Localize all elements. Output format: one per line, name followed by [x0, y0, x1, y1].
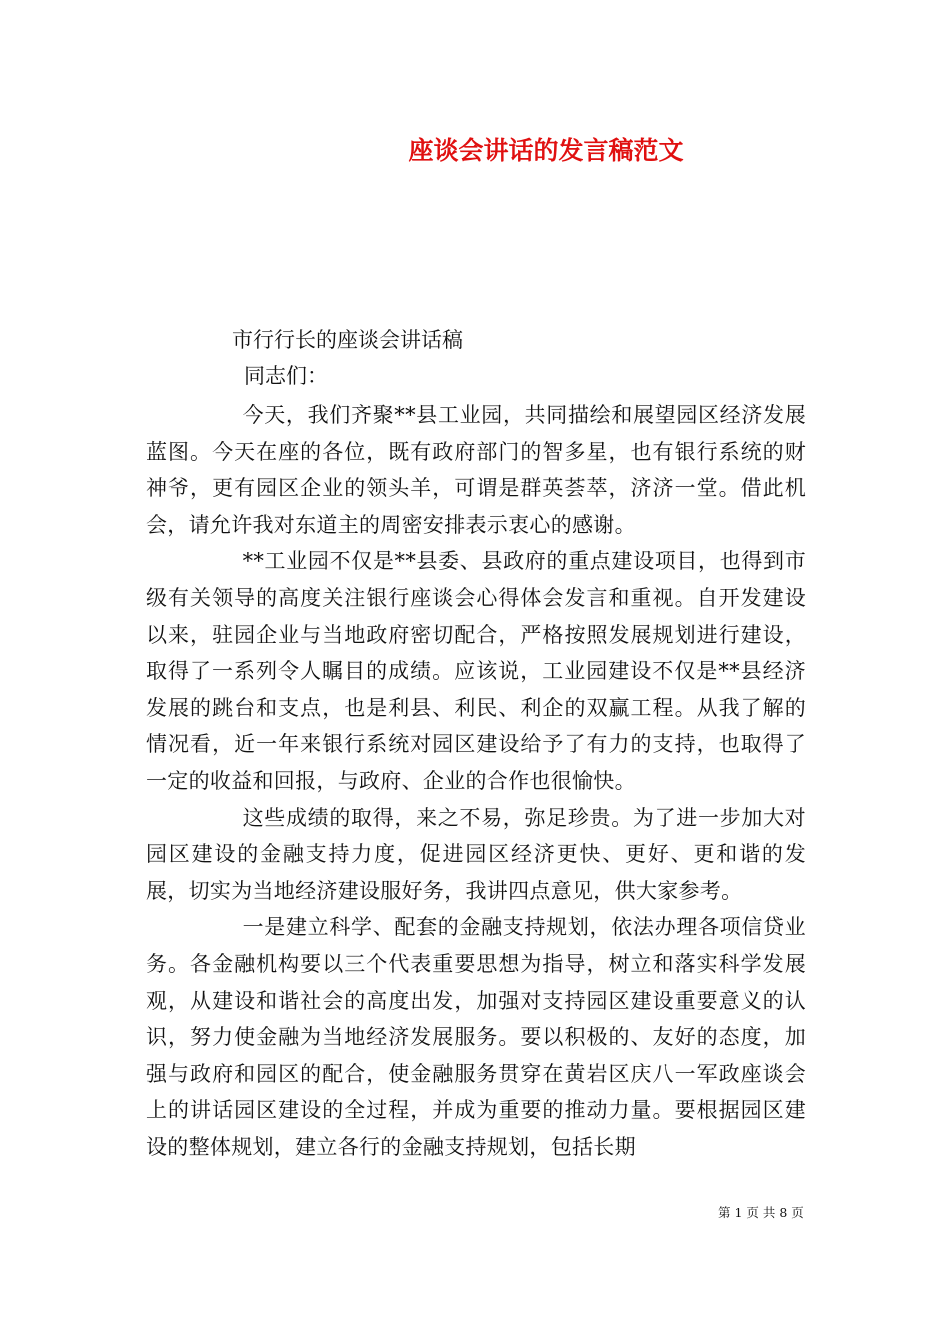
document-body	[146, 397, 806, 1165]
document-title: 座谈会讲话的发言稿范文	[408, 136, 684, 165]
body-paragraph: 今天，我们齐聚**县工业园，共同描绘和展望园区经济发展蓝图。今天在座的各位，既有政府部门的智多星，也有银行系统的财神爷，更有园区企业的领头羊，可谓是群英荟萃，济济一堂。借此机会，请允许我对东道主的周密安排表示衷心的感谢。	[146, 403, 806, 537]
speech-heading: 市行行长的座谈会讲话稿	[232, 328, 463, 352]
salutation: 同志们：	[244, 364, 328, 388]
body-paragraph: 一是建立科学、配套的金融支持规划，依法办理各项信贷业务。各金融机构要以三个代表重要思想为指导，树立和落实科学发展观，从建设和谐社会的高度出发，加强对支持园区建设重要意义的认识，努力使金融为当地经济发展服务。要以积极的、友好的态度，加强与政府和园区的配合，使金融服务贯穿在黄岩区庆八一军政座谈会上的讲话园区建设的全过程，并成为重要的推动力量。要根据园区建设的整体规划，建立各行的金融支持规划，包括长期	[146, 915, 806, 1159]
body-paragraph: 这些成绩的取得，来之不易，弥足珍贵。为了进一步加大对园区建设的金融支持力度，促进园区经济更快、更好、更和谐的发展，切实为当地经济建设服好务，我讲四点意见，供大家参考。	[146, 805, 806, 903]
body-paragraph: **工业园不仅是**县委、县政府的重点建设项目，也得到市级有关领导的高度关注银行座谈会心得体会发言和重视。自开发建设以来，驻园企业与当地政府密切配合，严格按照发展规划进行建设，取得了一系列令人瞩目的成绩。应该说，工业园建设不仅是**县经济发展的跳台和支点，也是利县、利民、利企的双赢工程。从我了解的情况看，近一年来银行系统对园区建设给予了有力的支持，也取得了一定的收益和回报，与政府、企业的合作也很愉快。	[146, 549, 806, 793]
page-number: 第 1 页 共 8 页	[718, 1205, 804, 1220]
